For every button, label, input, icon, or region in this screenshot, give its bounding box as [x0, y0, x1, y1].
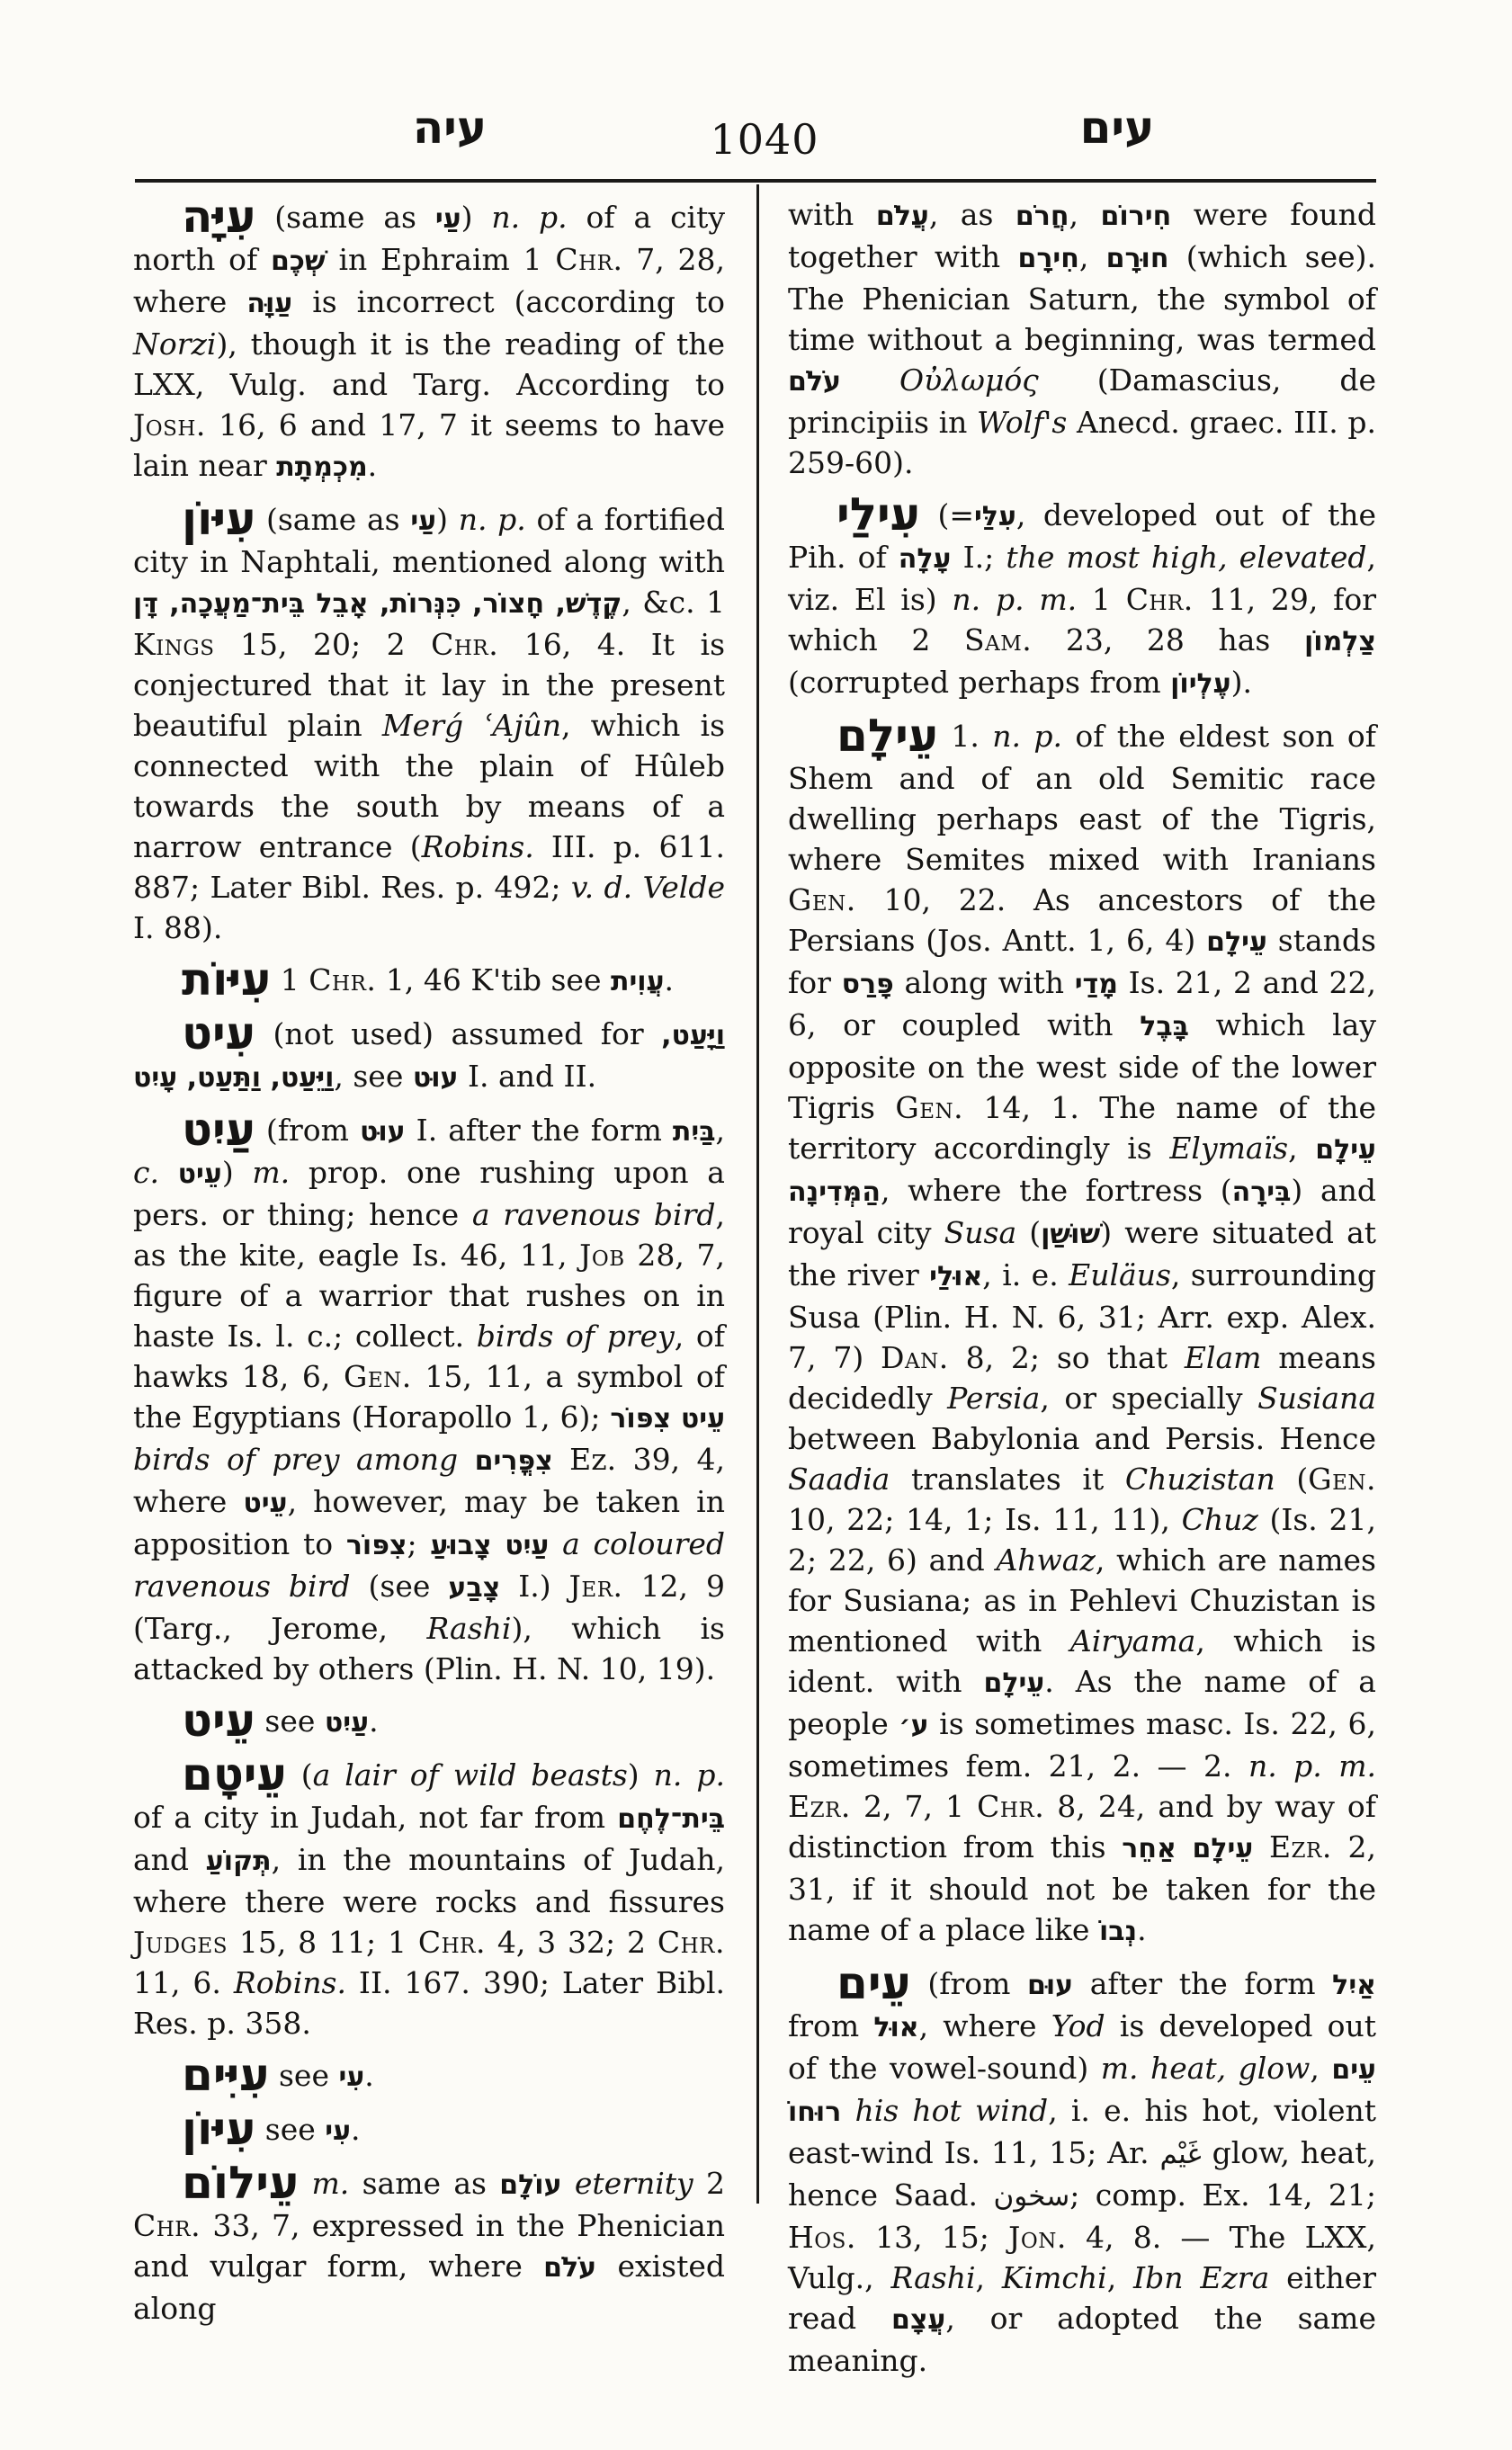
hebrew-term: צִפּוֹר [345, 1530, 407, 1561]
smallcaps-reference: Gen. [1308, 1462, 1376, 1497]
hebrew-term: עֲלֹם [875, 201, 929, 232]
smallcaps-reference: Gen. [788, 882, 856, 917]
italic-run: Robins. [233, 1965, 346, 2000]
header-rule [135, 179, 1376, 183]
hebrew-term: חוּרָם [1105, 243, 1169, 274]
smallcaps-reference: Jer. [568, 1569, 623, 1604]
arabic-term: غَيْم [1159, 2138, 1202, 2170]
text-run: 11, 29, for which 2 [788, 582, 1376, 657]
text-run: 7, 28, where [133, 242, 725, 319]
dictionary-entry [133, 2157, 725, 2329]
text-run: ) [221, 1155, 253, 1190]
smallcaps-reference: Ezr. [1268, 1829, 1332, 1864]
hebrew-term: עֵיט [243, 1488, 288, 1519]
text-run: 16, 4. It is conjectured that it lay in the present beautiful plain [133, 627, 726, 743]
smallcaps-reference: Chr. [431, 627, 499, 662]
hebrew-term: חִירוֹם [1100, 201, 1172, 232]
hebrew-headword: עִיִּים [182, 2049, 270, 2101]
text-run: , of hawks 18, 6, [133, 1319, 726, 1394]
hebrew-term: עַי [410, 505, 437, 537]
dictionary-entry [133, 2103, 725, 2155]
hebrew-term: צַלְמוֹן [1303, 626, 1377, 657]
text-run: ) were situated at the river [788, 1215, 1376, 1292]
smallcaps-reference: Chr. [657, 1925, 725, 1960]
dictionary-entry [133, 2049, 725, 2101]
text-run: ( [1016, 1215, 1042, 1250]
text-run: Is. 21, 2 and 22, 6, or coupled with [788, 965, 1376, 1042]
hebrew-term: מָדַי [1074, 969, 1118, 1000]
hebrew-headword: עֵים [837, 1957, 911, 2009]
hebrew-term: עֶלְיוֹן [1170, 668, 1231, 700]
hebrew-headword: עִיּוֹן [182, 2103, 256, 2155]
italic-run: Chuzistan [1124, 1462, 1275, 1497]
column-divider [756, 184, 759, 2204]
text-run: 2, 31, if it should not be taken for the name of a place like [788, 1829, 1376, 1947]
dictionary-entry [788, 1957, 1377, 2381]
text-run: 14, 1. The name of the territory accordingly is [788, 1090, 1376, 1166]
smallcaps-reference: Chr. [977, 1789, 1045, 1824]
dictionary-entry [133, 1007, 725, 1098]
italic-run: birds of prey [476, 1319, 675, 1354]
hebrew-term: עַיִט [324, 1707, 370, 1739]
text-run: (same as [255, 502, 411, 537]
hebrew-term: בֵּית־לֶחֶם [617, 1803, 725, 1835]
text-run: (corrupted perhaps from [788, 665, 1171, 700]
text-run: , which is ident. with [788, 1623, 1376, 1699]
text-run [299, 2166, 311, 2201]
text-run: existed along [133, 2249, 725, 2326]
text-run: . [1137, 1912, 1147, 1947]
text-run: (from [910, 1966, 1027, 2001]
smallcaps-reference: Dan. [881, 1340, 949, 1375]
italic-run: n. p. [992, 719, 1062, 754]
text-run: (not used) assumed for [255, 1016, 662, 1051]
text-run [458, 1442, 474, 1477]
smallcaps-reference: Chr. [417, 1925, 486, 1960]
hebrew-term: תְּקוֹעַ [205, 1846, 272, 1877]
text-run: of a city in Judah, not far from [133, 1800, 618, 1835]
italic-run: eternity [574, 2166, 693, 2201]
text-run: ( [286, 1757, 313, 1793]
text-run: means decidedly [788, 1340, 1376, 1416]
text-run: 12, 9 (Targ., Jerome, [133, 1569, 725, 1646]
text-run: , developed out of the Pih. of [788, 497, 1376, 575]
text-run: , surrounding Susa (Plin. H. N. 6, 31; Arr. exp. Alex. 7, 7) [788, 1257, 1376, 1375]
italic-run: birds of prey among [133, 1442, 459, 1477]
text-run: (which see). The Phenician Saturn, the symbol of time without a beginning, was termed [788, 239, 1376, 357]
dictionary-entry [133, 953, 725, 1006]
hebrew-term: עֵילָם אַחֵר [1122, 1833, 1254, 1864]
hebrew-term: עֵילָם [983, 1668, 1045, 1699]
italic-run: Airyama [1069, 1623, 1196, 1659]
text-run: , [1069, 197, 1101, 232]
text-run [562, 2166, 575, 2201]
text-run: (see [350, 1569, 449, 1604]
hebrew-term: בַּיִת [672, 1116, 716, 1148]
text-run: of a city north of [133, 200, 726, 277]
text-run: of the eldest son of Shem and of an old Semitic race dwelling perhaps east of the Tigris, where Semites mixed with Iranians [788, 719, 1376, 877]
smallcaps-reference: Judges [133, 1925, 228, 1960]
hebrew-term: צִפֳּרִים [474, 1445, 553, 1477]
text-run: see [269, 2058, 339, 2093]
text-run: is incorrect (according to [292, 284, 725, 319]
text-run: 10, 22; 14, 1; Is. 11, 11), [788, 1502, 1182, 1537]
dictionary-entry [788, 194, 1376, 483]
hebrew-term: ע׳ [899, 1710, 929, 1741]
text-run [841, 2093, 854, 2128]
text-run: which lay opposite on the west side of the lower Tigris [788, 1007, 1376, 1125]
hebrew-headword: עֵיטָם [182, 1748, 287, 1801]
page-number: 1040 [710, 115, 819, 164]
smallcaps-reference: Job [579, 1238, 625, 1273]
smallcaps-reference: Hos. [788, 2220, 856, 2255]
text-run: , i. e. [982, 1257, 1069, 1292]
text-run: ; comp. Ex. 14, 21; [1069, 2177, 1376, 2213]
dictionary-entry [788, 488, 1377, 704]
text-run: 23, 28 has [1032, 622, 1304, 657]
hebrew-headword: עִיָּה [182, 191, 256, 243]
text-run [1253, 1829, 1269, 1864]
text-run: 28, 7, figure of a warrior that rushes on in haste Is. l. c.; collect. [133, 1238, 726, 1354]
dictionary-entry [133, 1694, 725, 1747]
hebrew-term: עַוָּה [246, 288, 293, 319]
hebrew-term: עוּט [359, 1116, 406, 1148]
hebrew-term: עוּט [412, 1062, 459, 1094]
text-run: , however, may be taken in apposition to [133, 1484, 725, 1561]
text-run: of a fortified city in Naphtali, mentioned along with [133, 502, 725, 579]
dictionary-entry [133, 1748, 725, 2043]
text-run: ). [1230, 665, 1252, 700]
hebrew-term: אוּל [873, 2012, 919, 2043]
hebrew-term: עַיִט צָבוּעַ [430, 1530, 550, 1561]
text-run: 11, 6. [133, 1965, 234, 2000]
text-run: (Is. 21, 2; 22, 6) and [788, 1502, 1377, 1578]
text-run: 33, 7, expressed in the Phenician and vulgar form, where [133, 2208, 725, 2284]
text-run: 15, 20; 2 [214, 627, 432, 662]
italic-run: his hot wind [854, 2093, 1049, 2128]
text-run: along with [893, 965, 1075, 1000]
text-run [549, 1526, 562, 1561]
text-run: , i. e. his hot, violent east-wind Is. 11, 15; Ar. [788, 2093, 1376, 2170]
text-run: is developed out of the vowel-sound) [788, 2008, 1377, 2086]
hebrew-headword: עִיּוֹן [182, 493, 256, 545]
text-run: , [1288, 1131, 1316, 1166]
hebrew-term: וַיָּעַט, וַיֵּעַט, וַתַּעַט, עָיִט [133, 1020, 725, 1094]
right-column [788, 194, 1376, 2390]
hebrew-term: עֵילָם הַמְּדִינָה [788, 1134, 1376, 1208]
text-run: , where [918, 2008, 1051, 2043]
text-run: 4, 3 32; 2 [485, 1925, 658, 1960]
text-run: 1. [938, 719, 993, 754]
text-run: 2, 7, 1 [850, 1789, 978, 1824]
text-run: 16, 6 and 17, 7 it seems to have lain near [133, 407, 725, 483]
text-run: I. after the form [405, 1113, 673, 1148]
italic-run: Wolf's [977, 405, 1068, 440]
text-run: ( [1275, 1462, 1309, 1497]
italic-run: n. p. m. [1248, 1748, 1376, 1784]
hebrew-term: עוּם [1026, 1970, 1074, 2001]
text-run [1139, 2051, 1150, 2086]
italic-run: Norzi [133, 326, 217, 362]
smallcaps-reference: Chr. [133, 2208, 201, 2243]
hebrew-term: עַי [434, 203, 461, 235]
text-run: and [133, 1842, 206, 1877]
smallcaps-reference: Gen. [895, 1090, 964, 1125]
text-run: 8, 2; so that [948, 1340, 1185, 1375]
hebrew-term: אַיִל [1332, 1970, 1376, 2001]
smallcaps-reference: Gen. [343, 1359, 412, 1394]
hebrew-term: מִכְמְתָת [276, 452, 368, 483]
italic-run: Susa [944, 1215, 1017, 1250]
dictionary-entry [133, 493, 726, 948]
text-run: (= [919, 497, 974, 532]
text-run: 10, 22. As ancestors of the Persians (Jos. Antt. 1, 6, 4) [788, 882, 1376, 958]
text-run: ) [627, 1757, 654, 1793]
text-run: , &c. 1 [622, 585, 726, 620]
hebrew-term: עָלָה [898, 543, 952, 575]
italic-run: n. p. [458, 502, 526, 537]
text-run: ; [407, 1526, 431, 1561]
italic-run: n. p. [653, 1757, 725, 1793]
text-run: with [788, 197, 876, 232]
text-run: Anecd. graec. III. p. 259-60). [788, 405, 1376, 480]
hebrew-term: עֹלֹם [543, 2252, 597, 2284]
italic-run: Merǵ ʿAjûn [381, 708, 561, 743]
hebrew-term: בָּבֶל [1140, 1011, 1189, 1042]
text-run: , which is connected with the plain of Hûleb towards the south by means of a narrow entrance ( [133, 708, 726, 864]
text-run: I. 88). [133, 910, 223, 945]
greek-term: Οὐλωμός [899, 362, 1039, 398]
smallcaps-reference: Jon. [1008, 2220, 1067, 2255]
text-run: , [715, 1113, 725, 1148]
text-run: , [1106, 2260, 1134, 2295]
text-run: . [351, 2112, 361, 2147]
text-run: after the form [1073, 1966, 1333, 2001]
hebrew-term: עֵים רוּחוֹ [788, 2054, 1376, 2128]
text-run: , which are names for Susiana; as in Pehlevi Chuzistan is mentioned with [788, 1542, 1376, 1659]
text-run: , where the fortress ( [881, 1173, 1232, 1208]
text-run: glow, heat, hence Saad. [788, 2135, 1376, 2213]
italic-run: a coloured ravenous bird [133, 1526, 725, 1604]
hebrew-term: שְׁכֶם [271, 246, 326, 277]
italic-run: Elymaïs [1169, 1131, 1289, 1166]
text-run: III. p. 611. 887; Later Bibl. Res. p. 492; [133, 829, 725, 905]
text-run: , as [928, 197, 1015, 232]
italic-run: Yod [1051, 2008, 1105, 2043]
text-run: translates it [890, 1462, 1125, 1497]
italic-run: v. d. Velde [570, 870, 725, 905]
text-run: between Babylonia and Persis. Hence [788, 1421, 1376, 1456]
hebrew-term: אוּלַי [929, 1261, 983, 1292]
text-run: ), though it is the reading of the LXX, Vulg. and Targ. According to [133, 326, 725, 402]
italic-run: Saadia [788, 1462, 890, 1497]
italic-run: n. p. m. [952, 582, 1078, 617]
hebrew-headword: עֵילוֹם [182, 2157, 300, 2209]
hebrew-term: עִלַּי [973, 501, 1016, 532]
text-run: stands for [788, 923, 1376, 1000]
text-run: . [367, 448, 378, 483]
text-run: , or adopted the same meaning. [788, 2301, 1376, 2378]
text-run: ) [436, 502, 459, 537]
text-run: 13, 15; [855, 2220, 1009, 2255]
hebrew-headword: עֵילָם [837, 710, 939, 762]
smallcaps-reference: Chr. [1125, 582, 1194, 617]
italic-run: Kimchi [1001, 2260, 1107, 2295]
hebrew-term: עֵילָם [1206, 926, 1267, 958]
hebrew-term: שׁוּשַׁן [1041, 1219, 1101, 1250]
text-run: . [664, 962, 675, 997]
text-run: (from [255, 1113, 360, 1148]
hebrew-term: עִי [338, 2061, 365, 2093]
italic-run: Ibn Ezra [1133, 2260, 1270, 2295]
hebrew-term: נְבוֹ [1098, 1916, 1138, 1947]
hebrew-term: עֲוִית [610, 966, 665, 997]
text-run: 4, 8. — The LXX, Vulg., [788, 2220, 1376, 2295]
smallcaps-reference: Chr. [555, 242, 623, 277]
italic-run: n. p. [491, 200, 568, 235]
italic-run: c. [133, 1155, 159, 1190]
text-run: , [1078, 239, 1106, 274]
text-run [159, 1155, 178, 1190]
hebrew-term: עִי [325, 2115, 352, 2147]
running-head-right-keyword: עים [1079, 102, 1155, 154]
text-run: see [255, 1703, 325, 1739]
text-run: , see [334, 1059, 413, 1094]
text-run [841, 362, 899, 398]
italic-run: a lair of wild beasts [312, 1757, 628, 1793]
dictionary-entry [133, 191, 726, 487]
left-column [133, 191, 726, 2338]
italic-run: m. [311, 2166, 350, 2201]
italic-run: Elam [1184, 1340, 1262, 1375]
italic-run: Ahwaz [996, 1542, 1096, 1578]
hebrew-headword: עַיִט [182, 1104, 255, 1156]
text-run: 1 [271, 962, 309, 997]
text-run: prop. one rushing upon a pers. or thing; hence [133, 1155, 725, 1232]
italic-run: the most high, elevated [1006, 540, 1367, 575]
italic-run: a ravenous bird [471, 1197, 716, 1232]
text-run: , [1310, 2051, 1332, 2086]
italic-run: Robins. [421, 829, 534, 864]
text-run: I. and II. [458, 1059, 597, 1094]
italic-run: Rashi [426, 1611, 512, 1646]
text-run: were found together with [788, 197, 1376, 274]
arabic-term: سخون [993, 2180, 1070, 2213]
text-run: , in the mountains of Judah, where there were rocks and fissures [133, 1842, 725, 1919]
hebrew-headword: עִיּוֹת [182, 953, 272, 1006]
italic-run: m. [252, 1155, 291, 1190]
hebrew-headword: עִיט [182, 1007, 255, 1060]
hebrew-term: פָּרַס [841, 969, 894, 1000]
text-run: , [975, 2260, 1002, 2295]
text-run: , as the kite, eagle Is. 46, 11, [133, 1197, 725, 1273]
italic-run: heat, glow [1150, 2051, 1311, 2086]
italic-run: Susiana [1257, 1381, 1377, 1416]
dictionary-entry [133, 1104, 726, 1689]
hebrew-term: צָבַע [448, 1572, 501, 1604]
italic-run: m. [1100, 2051, 1139, 2086]
text-run: either read [788, 2260, 1377, 2336]
text-run: 15, 8 11; 1 [227, 1925, 418, 1960]
text-run: I.) [500, 1569, 569, 1604]
hebrew-headword: עֵיט [182, 1694, 255, 1747]
text-run: see [255, 2112, 326, 2147]
dictionary-entry [788, 710, 1377, 1952]
text-run: . As the name of a people [788, 1664, 1376, 1741]
text-run: 1 [1077, 582, 1126, 617]
smallcaps-reference: Josh. [133, 407, 206, 443]
smallcaps-reference: Chr. [309, 962, 377, 997]
running-head-left-keyword: עיה [412, 102, 488, 154]
text-run: ) and royal city [788, 1173, 1376, 1250]
text-run: 1, 46 K'tib see [376, 962, 611, 997]
text-run: same as [349, 2166, 500, 2201]
hebrew-term: קֶדֶשׁ, חָצוֹר, כִּנְּרוֹת, אָבֵל בֵּית־מַעֲכָה, דָּן [133, 588, 622, 620]
text-run: 15, 11, a symbol of the Egyptians (Horapollo 1, 6); [133, 1359, 725, 1435]
text-run: is sometimes masc. Is. 22, 6, sometimes fem. 21, 2. — 2. [788, 1706, 1376, 1784]
text-run: (same as [255, 200, 435, 235]
text-run: ), which is attacked by others (Plin. H. N. 10, 19). [133, 1611, 725, 1686]
text-run: (Damascius, de principiis in [788, 362, 1376, 440]
text-run: 2 [693, 2166, 725, 2201]
text-run: , viz. El is) [788, 540, 1377, 617]
hebrew-term: חִירָם [1017, 243, 1079, 274]
italic-run: Persia [947, 1381, 1041, 1416]
hebrew-headword: עִילַי [837, 488, 920, 541]
hebrew-term: עוֹלָם [499, 2169, 562, 2201]
hebrew-term: עֵיט [177, 1158, 222, 1190]
text-run: from [788, 2008, 874, 2043]
smallcaps-reference: Ezr. [788, 1789, 851, 1824]
hebrew-term: עֵיט צִפּוֹר [610, 1403, 725, 1435]
italic-run: Euläus [1069, 1257, 1171, 1292]
smallcaps-reference: Sam. [963, 622, 1033, 657]
text-run: 8, 24, and by way of distinction from this [788, 1789, 1376, 1864]
hebrew-term: עֲצָם [890, 2304, 946, 2336]
hebrew-term: בִּירָה [1231, 1176, 1292, 1208]
hebrew-term: חֲרֹם [1015, 201, 1069, 232]
text-run: II. 167. 390; Later Bibl. Res. p. 358. [133, 1965, 725, 2041]
text-run: ) [461, 200, 492, 235]
italic-run: Rashi [890, 2260, 976, 2295]
italic-run: Chuz [1181, 1502, 1258, 1537]
text-run: , or specially [1040, 1381, 1258, 1416]
text-run: . [369, 1703, 379, 1739]
text-run: in Ephraim 1 [325, 242, 556, 277]
text-run: Ez. 39, 4, where [133, 1442, 725, 1519]
hebrew-term: עֹלֹם [788, 366, 842, 398]
text-run: I.; [951, 540, 1007, 575]
smallcaps-reference: Kings [133, 627, 215, 662]
text-run: . [364, 2058, 374, 2093]
